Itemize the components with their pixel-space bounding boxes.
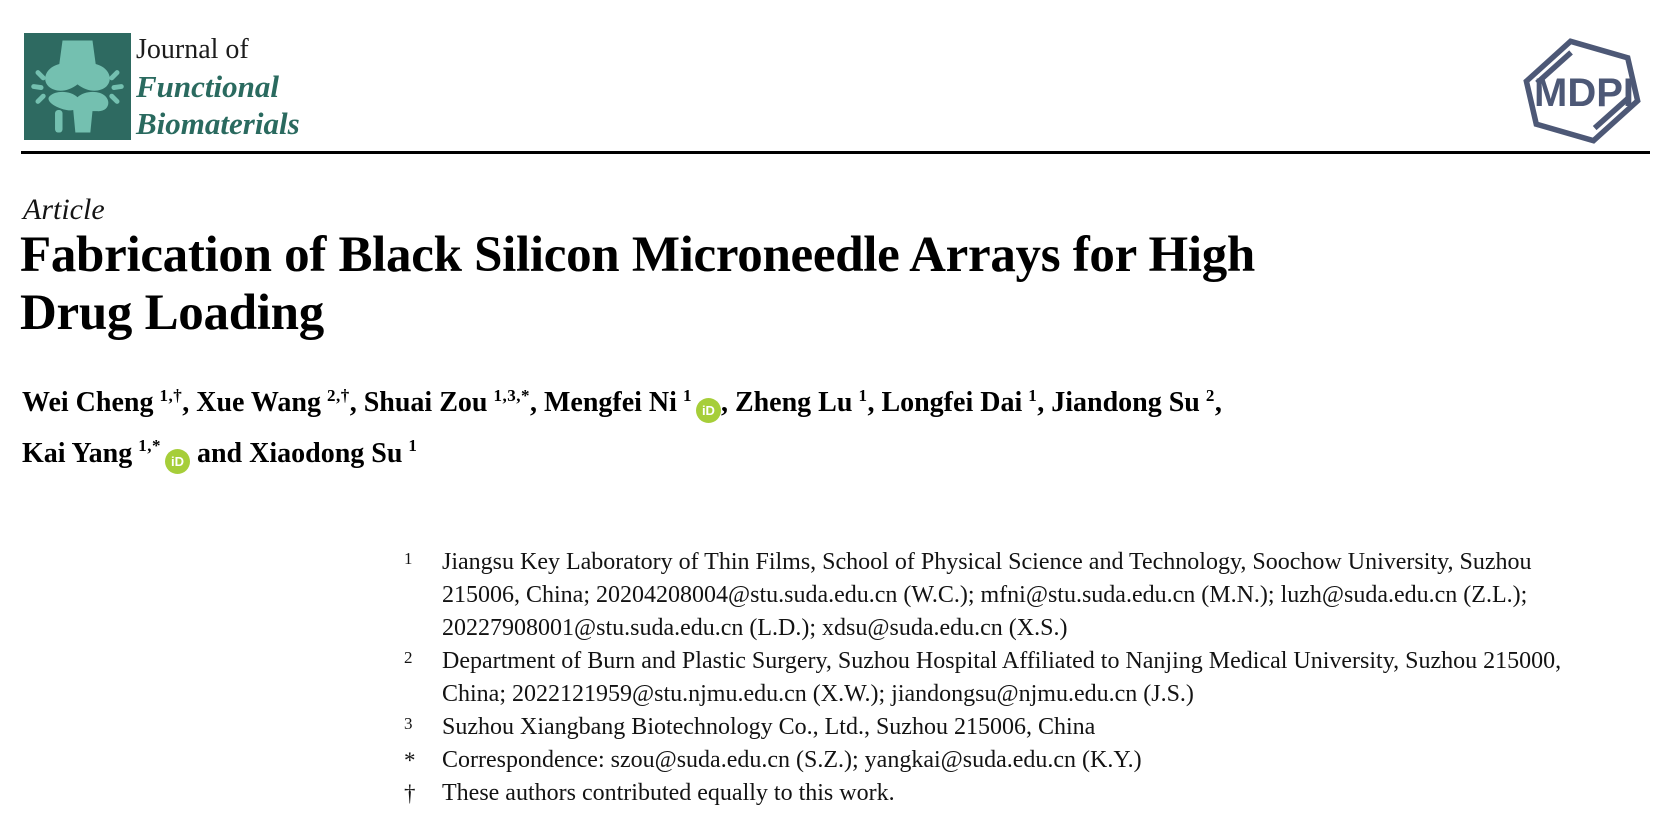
header-divider: [21, 151, 1650, 154]
affiliation-text: Suzhou Xiangbang Biotechnology Co., Ltd., Suzhou 215006, China: [442, 714, 1096, 740]
affiliation-row: [404, 777, 1604, 810]
mdpi-hexagon-icon: [1512, 34, 1652, 148]
affiliation-list: [404, 546, 1604, 810]
orcid-icon[interactable]: iD: [696, 398, 721, 423]
affiliation-text: Jiangsu Key Laboratory of Thin Films, School of Physical Science and Technology, Soochow University, Suzhou 215006, China; 20204208004@stu.suda.edu.cn (W.C.); mfni@stu.suda.edu.cn (M.N.); luzh@suda.edu.cn (Z.L.); 20227908001@stu.suda.edu.cn (L.D.); xdsu@suda.edu.cn (X.S.): [442, 549, 1532, 641]
author: Xiaodong Su $^1$: [249, 436, 418, 469]
affiliation-marker: 3: [404, 714, 413, 733]
author-affiliation-superscript: 2: [1205, 386, 1215, 405]
author: Wei Cheng $^{1,\dagger}$,: [22, 386, 197, 419]
journal-title: [136, 31, 300, 142]
author: Longfei Dai $^1$,: [881, 386, 1052, 419]
affiliation-row: [404, 546, 1604, 645]
author-list: [22, 374, 1602, 475]
affiliation-text: Department of Burn and Plastic Surgery, Suzhou Hospital Affiliated to Nanjing Medical University, Suzhou 215000, China; 2022121959@stu.njmu.edu.cn (X.W.); jiandongsu@njmu.edu.cn (J.S.): [442, 648, 1562, 707]
affiliation-text: Correspondence: szou@suda.edu.cn (S.Z.); yangkai@suda.edu.cn (K.Y.): [442, 747, 1142, 773]
author-affiliation-superscript: 1,3,*: [493, 386, 530, 405]
affiliation-row: [404, 744, 1604, 777]
author: Jiandong Su $^2$,: [1051, 386, 1222, 419]
article-type-label: Article: [23, 193, 105, 226]
author-affiliation-superscript: 1,*: [138, 436, 161, 456]
author: Shuai Zou $^{1,3,*}$,: [363, 386, 544, 419]
author-affiliation-superscript: 1: [1028, 386, 1038, 405]
knee-joint-icon: [24, 33, 131, 140]
journal-prefix: Journal of: [136, 34, 249, 65]
affiliation-marker: 2: [404, 648, 413, 667]
page-title: [20, 226, 1255, 342]
journal-logo: [24, 33, 131, 140]
author-affiliation-superscript: 1: [408, 436, 418, 456]
journal-name-line1: Functional: [136, 69, 279, 104]
publisher-logo: [1512, 34, 1652, 148]
page-title-line2: Drug Loading: [20, 285, 324, 341]
author: Kai Yang $^{1,*}$iD and: [22, 438, 249, 469]
affiliation-row: [404, 711, 1604, 744]
affiliation-text: These authors contributed equally to this work.: [442, 780, 895, 806]
author-affiliation-superscript: 1: [858, 386, 868, 405]
author: Mengfei Ni $^1$iD ,: [544, 387, 735, 418]
affiliation-marker: 1: [404, 549, 413, 568]
orcid-icon[interactable]: iD: [165, 449, 190, 474]
author: Xue Wang $^{2,\dagger}$,: [196, 386, 364, 419]
affiliation-marker: *: [404, 748, 416, 773]
page-title-line1: Fabrication of Black Silicon Microneedle Arrays for High: [20, 227, 1255, 283]
affiliation-marker: †: [404, 781, 416, 806]
journal-name-line2: Biomaterials: [136, 106, 300, 141]
author-affiliation-superscript: 1: [682, 386, 692, 405]
author-affiliation-superscript: 1,†: [159, 386, 183, 405]
author-affiliation-superscript: 2,†: [326, 386, 350, 405]
mdpi-wordmark: MDPI: [1534, 71, 1634, 115]
author: Zheng Lu $^1$,: [734, 386, 882, 419]
affiliation-row: [404, 645, 1604, 711]
